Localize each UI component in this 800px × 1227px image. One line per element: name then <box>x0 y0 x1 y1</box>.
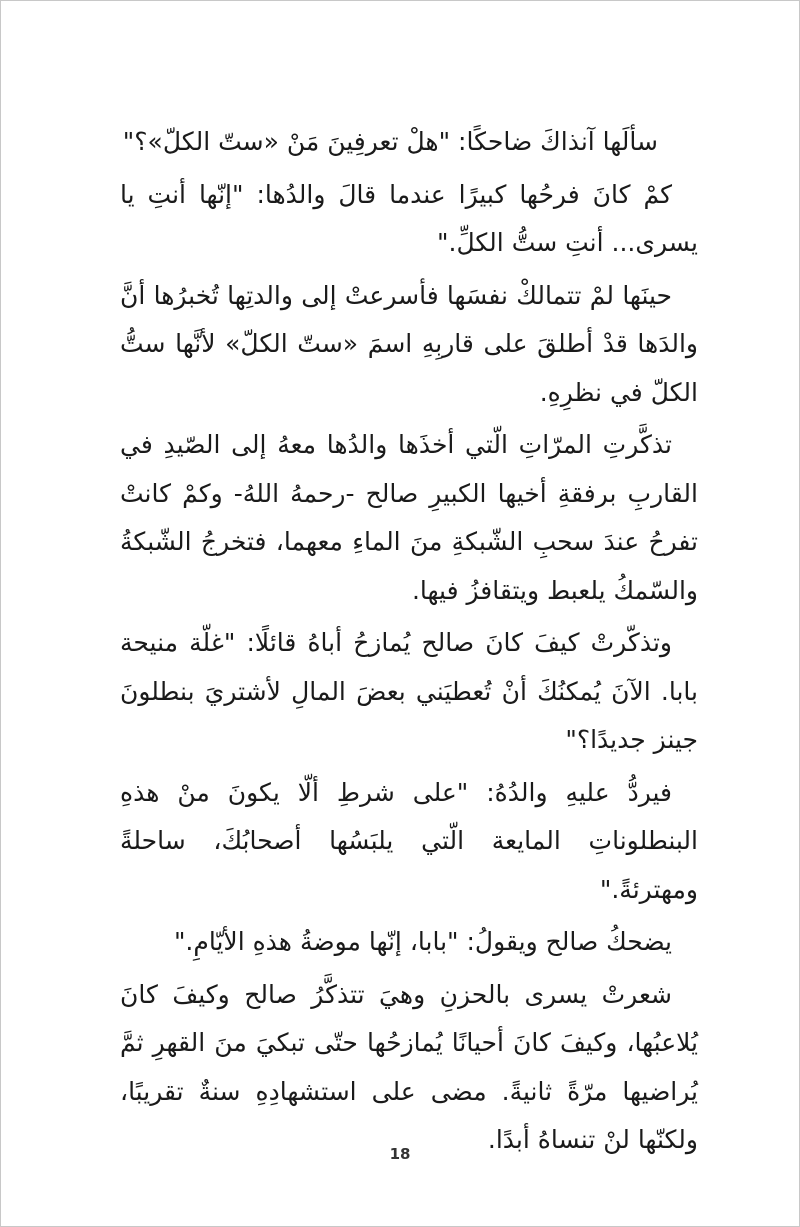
paragraph-4: تذكَّرتِ المرّاتِ الّتي أخذَها والدُها معهُ إلى الصّيدِ في القاربِ برفقةِ أخيها الكبيرِ صالح -رحمهُ اللهُ- وكمْ كانتْ تفرحُ عندَ سحبِ الشّبكةِ منَ الماءِ معهما، فتخرجُ الشّبكةُ والسّمكُ يلعبط ويتقافزُ فيها. <box>120 430 698 605</box>
story-text <box>120 118 698 1169</box>
page-number: 18 <box>389 1145 411 1163</box>
paragraph-5: وتذكّرتْ كيفَ كانَ صالح يُمازحُ أباهُ قائلًا: "غلّة منيحة بابا. الآنَ يُمكنُكَ أنْ تُعطيَني بعضَ المالِ لأشتريَ بنطلونَ جينز جديدًا؟" <box>120 628 698 754</box>
paragraph-1: سألَها آنذاكَ ضاحكًا: "هلْ تعرفِينَ مَنْ «ستّ الكلّ»؟" <box>122 127 658 156</box>
paragraph-7: يضحكُ صالح ويقولُ: "بابا، إنّها موضةُ هذهِ الأيّامِ." <box>173 927 672 956</box>
paragraph-8: شعرتْ يسرى بالحزنِ وهيَ تتذكَّرُ صالح وكيفَ كانَ يُلاعبُها، وكيفَ كانَ أحيانًا يُمازحُها حتّى تبكيَ منَ القهرِ ثمَّ يُراضيها مرّةً ثانيةً. مضى على استشهادِهِ سنةٌ تقريبًا، ولكنّها لنْ تنساهُ أبدًا. <box>120 979 698 1154</box>
paragraph-6: فيردُّ عليهِ والدُهُ: "على شرطِ ألّا يكونَ منْ هذهِ البنطلوناتِ المايعة الّتي يلبَسُها أصحابُكَ، ساحلةً ومهترئةً." <box>120 777 698 904</box>
paragraph-2: كمْ كانَ فرحُها كبيرًا عندما قالَ والدُها: "إنّها أنتِ يا يسرى... أنتِ ستُّ الكلِّ." <box>120 179 698 257</box>
paragraph-3: حينَها لمْ تتمالكْ نفسَها فأسرعتْ إلى والدتِها تُخبرُها أنَّ والدَها قدْ أطلقَ على قاربِهِ اسمَ «ستّ الكلّ» لأنَّها ستُّ الكلّ في نظرِهِ. <box>120 280 698 407</box>
